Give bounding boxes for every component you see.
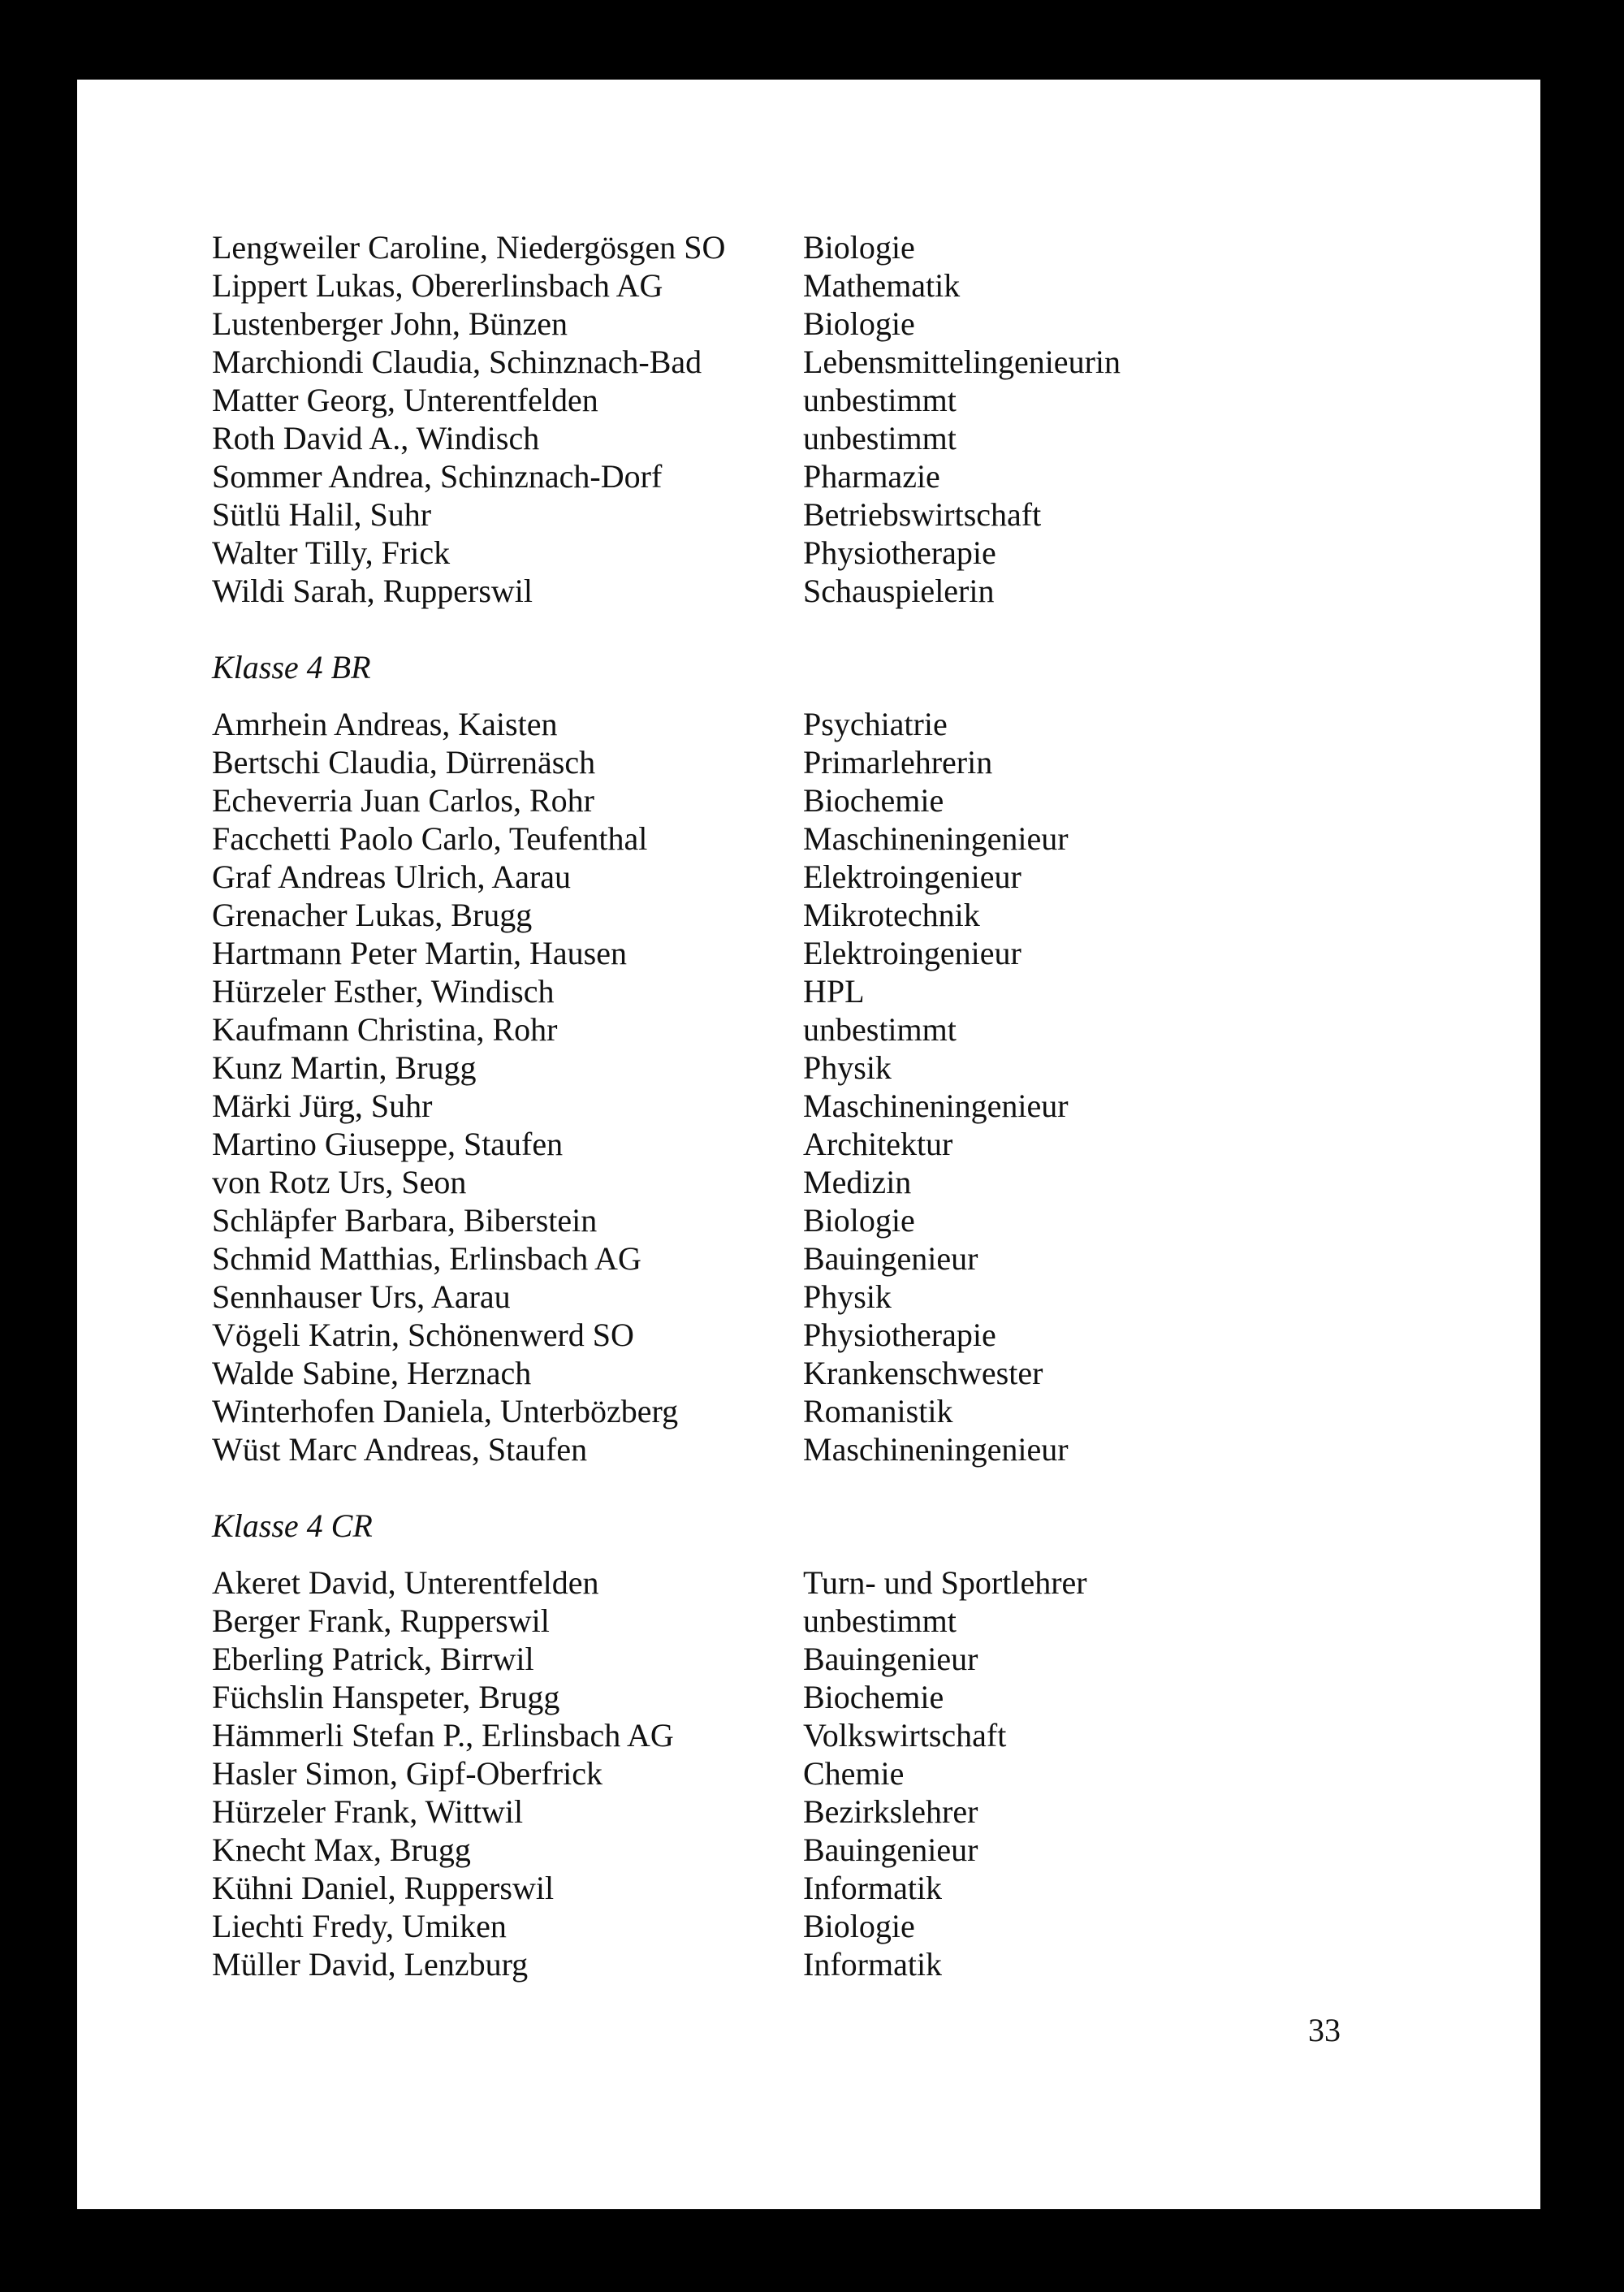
student-name: von Rotz Urs, Seon (212, 1164, 467, 1200)
study-field: Bauingenieur (803, 1831, 978, 1868)
student-name: Liechti Fredy, Umiken (212, 1908, 507, 1944)
list-row (212, 1049, 1430, 1087)
student-name: Hartmann Peter Martin, Hausen (212, 935, 627, 971)
study-field: Primarlehrerin (803, 744, 993, 781)
student-name: Amrhein Andreas, Kaisten (212, 706, 558, 742)
study-field: Bauingenieur (803, 1641, 978, 1677)
list-row (212, 1087, 1430, 1125)
study-field: Mathematik (803, 267, 961, 304)
student-name: Echeverria Juan Carlos, Rohr (212, 782, 594, 819)
student-name: Wüst Marc Andreas, Staufen (212, 1431, 588, 1468)
student-name: Schmid Matthias, Erlinsbach AG (212, 1240, 641, 1277)
study-field: Lebensmittelingenieurin (803, 344, 1121, 380)
page-number: 33 (1308, 2012, 1341, 2048)
list-row (212, 1640, 1430, 1678)
student-name: Sütlü Halil, Suhr (212, 496, 432, 533)
list-row (212, 934, 1430, 972)
list-row (212, 896, 1430, 934)
student-name: Roth David A., Windisch (212, 420, 540, 456)
student-name: Marchiondi Claudia, Schinznach-Bad (212, 344, 702, 380)
study-field: Maschineningenieur (803, 1088, 1069, 1124)
study-field: Volkswirtschaft (803, 1717, 1007, 1754)
study-field: Bauingenieur (803, 1240, 978, 1277)
study-field: Betriebswirtschaft (803, 496, 1042, 533)
list-row (212, 1392, 1430, 1430)
list-row (212, 572, 1430, 610)
list-row (212, 419, 1430, 457)
study-field: Maschineningenieur (803, 820, 1069, 857)
study-field: Maschineningenieur (803, 1431, 1069, 1468)
study-field: Mikrotechnik (803, 897, 980, 933)
student-name: Vögeli Katrin, Schönenwerd SO (212, 1317, 634, 1353)
study-field: unbestimmt (803, 1602, 957, 1639)
study-field: HPL (803, 973, 865, 1010)
list-row (212, 1869, 1430, 1907)
study-field: unbestimmt (803, 420, 957, 456)
list-row (212, 266, 1430, 305)
student-name: Kunz Martin, Brugg (212, 1049, 477, 1086)
list-row (212, 1125, 1430, 1163)
list-row (212, 1602, 1430, 1640)
list-row (212, 743, 1430, 781)
study-field: Bezirkslehrer (803, 1793, 978, 1830)
student-name: Walter Tilly, Frick (212, 534, 451, 571)
student-name: Kühni Daniel, Rupperswil (212, 1870, 555, 1906)
student-name: Hämmerli Stefan P., Erlinsbach AG (212, 1717, 674, 1754)
list-row (212, 1278, 1430, 1316)
study-field: Informatik (803, 1946, 943, 1983)
list-row (212, 381, 1430, 419)
study-field: Biologie (803, 305, 915, 342)
list-row (212, 343, 1430, 381)
list-row (212, 534, 1430, 572)
list-row (212, 1354, 1430, 1392)
study-field: unbestimmt (803, 1011, 957, 1048)
study-field: Biologie (803, 229, 915, 266)
student-name: Eberling Patrick, Birrwil (212, 1641, 534, 1677)
study-field: Physik (803, 1278, 892, 1315)
student-name: Knecht Max, Brugg (212, 1831, 471, 1868)
study-field: unbestimmt (803, 382, 957, 418)
study-field: Physik (803, 1049, 892, 1086)
list-row (212, 495, 1430, 534)
student-name: Märki Jürg, Suhr (212, 1088, 433, 1124)
list-row (212, 1754, 1430, 1793)
list-row (212, 705, 1430, 743)
list-row (212, 858, 1430, 896)
study-field: Elektroingenieur (803, 858, 1021, 895)
study-field: Biochemie (803, 782, 944, 819)
study-field: Physiotherapie (803, 534, 996, 571)
student-name: Kaufmann Christina, Rohr (212, 1011, 558, 1048)
list-row (212, 819, 1430, 858)
study-field: Elektroingenieur (803, 935, 1021, 971)
student-name: Akeret David, Unterentfelden (212, 1564, 599, 1601)
list-row (212, 228, 1430, 266)
list-row (212, 1316, 1430, 1354)
student-name: Lippert Lukas, Obererlinsbach AG (212, 267, 663, 304)
list-row (212, 1201, 1430, 1239)
student-name: Grenacher Lukas, Brugg (212, 897, 533, 933)
student-name: Martino Giuseppe, Staufen (212, 1126, 564, 1162)
list-row (212, 1430, 1430, 1468)
list-row (212, 1010, 1430, 1049)
student-name: Lustenberger John, Bünzen (212, 305, 568, 342)
list-row (212, 781, 1430, 819)
student-name: Bertschi Claudia, Dürrenäsch (212, 744, 596, 781)
list-row (212, 1793, 1430, 1831)
list-row (212, 305, 1430, 343)
study-field: Chemie (803, 1755, 905, 1792)
study-field: Biologie (803, 1908, 915, 1944)
study-field: Physiotherapie (803, 1317, 996, 1353)
student-name: Müller David, Lenzburg (212, 1946, 529, 1983)
study-field: Medizin (803, 1164, 912, 1200)
student-name: Sennhauser Urs, Aarau (212, 1278, 511, 1315)
list-row (212, 1945, 1430, 1983)
student-name: Walde Sabine, Herznach (212, 1355, 532, 1391)
study-field: Psychiatrie (803, 706, 948, 742)
student-name: Hasler Simon, Gipf-Oberfrick (212, 1755, 603, 1792)
student-name: Füchslin Hanspeter, Brugg (212, 1679, 560, 1715)
student-name: Facchetti Paolo Carlo, Teufenthal (212, 820, 648, 857)
student-name: Hürzeler Esther, Windisch (212, 973, 555, 1010)
student-list (212, 228, 1430, 1983)
student-name: Hürzeler Frank, Wittwil (212, 1793, 524, 1830)
student-name: Sommer Andrea, Schinznach-Dorf (212, 458, 663, 495)
student-name: Schläpfer Barbara, Biberstein (212, 1202, 598, 1239)
study-field: Biochemie (803, 1679, 944, 1715)
study-field: Krankenschwester (803, 1355, 1043, 1391)
student-name: Wildi Sarah, Rupperswil (212, 573, 533, 609)
document-page (77, 80, 1540, 2209)
student-name: Winterhofen Daniela, Unterbözberg (212, 1393, 679, 1429)
list-row (212, 1678, 1430, 1716)
study-field: Informatik (803, 1870, 943, 1906)
list-row (212, 1907, 1430, 1945)
study-field: Romanistik (803, 1393, 953, 1429)
study-field: Turn- und Sportlehrer (803, 1564, 1087, 1601)
study-field: Architektur (803, 1126, 953, 1162)
section-title: Klasse 4 BR (212, 649, 371, 685)
list-row (212, 1163, 1430, 1201)
student-name: Matter Georg, Unterentfelden (212, 382, 598, 418)
list-row (212, 1716, 1430, 1754)
study-field: Biologie (803, 1202, 915, 1239)
student-name: Berger Frank, Rupperswil (212, 1602, 550, 1639)
list-row (212, 1563, 1430, 1602)
student-name: Lengweiler Caroline, Niedergösgen SO (212, 229, 726, 266)
list-row (212, 1239, 1430, 1278)
list-row (212, 457, 1430, 495)
study-field: Pharmazie (803, 458, 940, 495)
study-field: Schauspielerin (803, 573, 995, 609)
list-row (212, 972, 1430, 1010)
section-title: Klasse 4 CR (212, 1507, 373, 1544)
student-name: Graf Andreas Ulrich, Aarau (212, 858, 572, 895)
list-row (212, 1831, 1430, 1869)
